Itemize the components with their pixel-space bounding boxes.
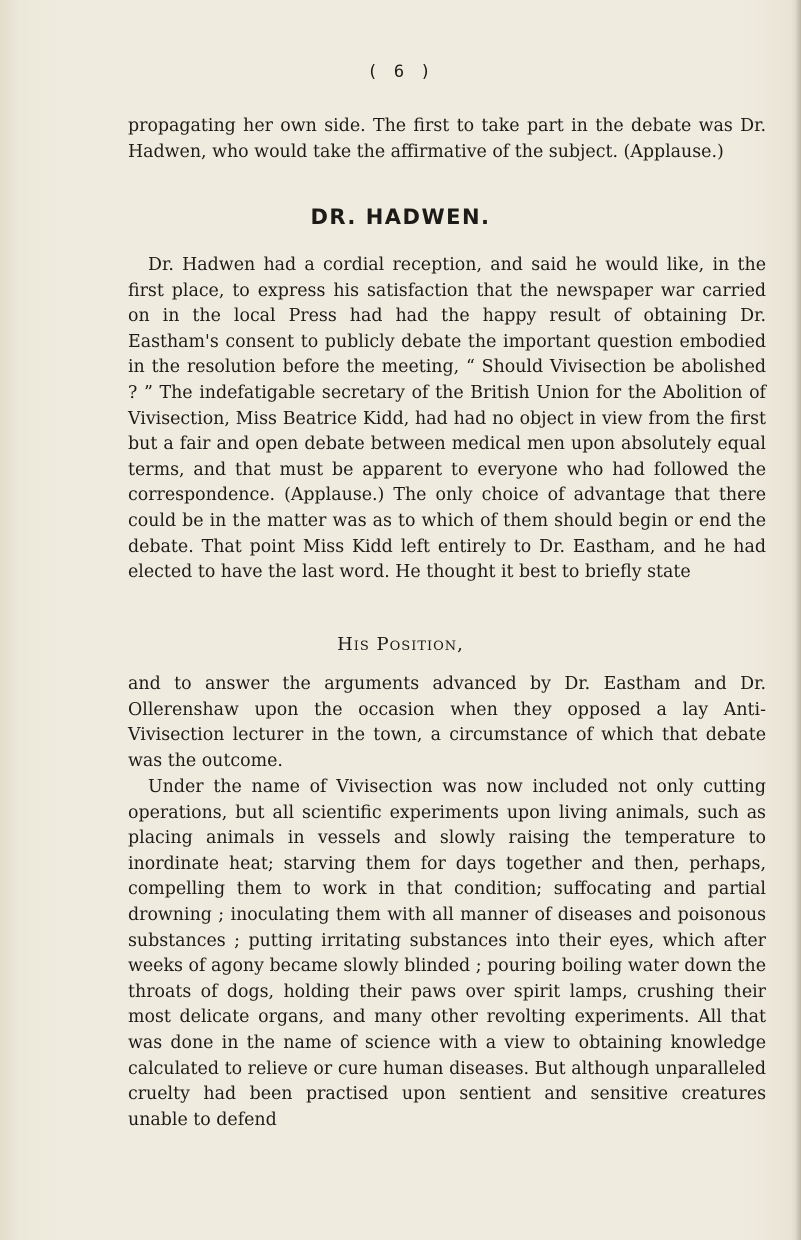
intro-paragraph-text: propagating her own side. The first to take part in the debate was Dr. Hadwen, who would take the affirmative of the subject. (Applause.) (128, 116, 766, 162)
section-subheading: His Position, (337, 634, 464, 655)
paragraph-1-text: Dr. Hadwen had a cordial reception, and said he would like, in the first place, to express his satisfaction that the newspaper war carried on in the local Press had had the happy result of obtaining Dr. Eastham's consent to publicly debate the important question embodied in the resolution before the meeting, “ Should Vivisection be abolished ? ” The indefatigable secretary of the British Union for the Abolition of Vivisection, Miss Beatrice Kidd, had had no object in view from the first but a fair and open debate between medical men upon absolutely equal terms, and that must be apparent to everyone who had followed the correspondence. (Applause.) The only choice of advantage that there could be in the matter was as to which of them should begin or end the debate. That point Miss Kidd left entirely to Dr. Eastham, and he had elected to have the last word. He thought it best to briefly state (128, 255, 766, 583)
paragraph-2-text: and to answer the arguments advanced by Dr. Eastham and Dr. Ollerenshaw upon the occasion when they opposed a lay Anti-Vivisection lecturer in the town, a circumstance of which that debate was the outcome. (128, 674, 766, 771)
page-number: ( 6 ) (367, 62, 434, 82)
speaker-heading: DR. HADWEN. (310, 205, 491, 229)
paragraph-1 (128, 253, 766, 586)
intro-paragraph (128, 114, 766, 165)
paragraph-3 (128, 775, 766, 1133)
page-edge-shadow (795, 0, 801, 1240)
paragraph-3-text: Under the name of Vivisection was now included not only cutting operations, but all scientific experiments upon living animals, such as placing animals in vessels and slowly raising the temperature to inordinate heat; starving them for days together and then, perhaps, compelling them to work in that condition; suffocating and partial drowning ; inoculating them with all manner of diseases and poisonous substances ; putting irritating substances into their eyes, which after weeks of agony became slowly blinded ; pouring boiling water down the throats of dogs, holding their paws over spirit lamps, crushing their most delicate organs, and many other revolting experiments. All that was done in the name of science with a view to obtaining knowledge calculated to relieve or cure human diseases. But although unparalleled cruelty had been practised upon sentient and sensitive creatures unable to defend (128, 777, 766, 1130)
paragraph-2 (128, 672, 766, 774)
